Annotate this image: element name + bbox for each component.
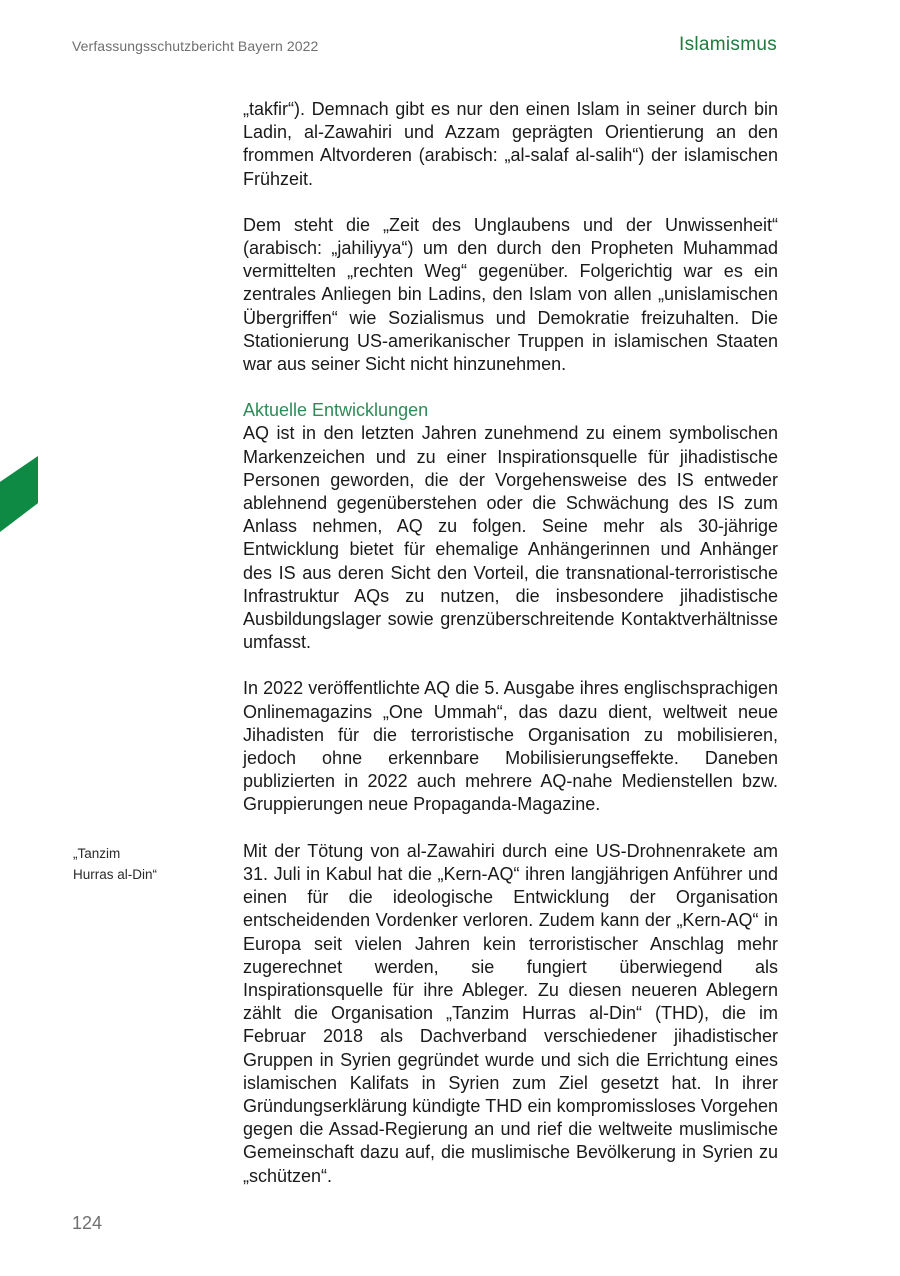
paragraph-2: Dem steht die „Zeit des Unglaubens und der Unwissenheit“ (arabisch: „jahiliyya“) um den durch den Propheten Muhammad vermittelten „rechten Weg“ gegenüber. Folgerichtig war es ein zentrales Anliegen bin Ladins, den Islam von allen „unislamischen Übergriffen“ wie Sozialismus und Demokratie freizuhalten. Die Stationierung US-amerikanischer Truppen in islamischen Staaten war aus seiner Sicht nicht hinzunehmen. (243, 214, 778, 375)
margin-note-line-1: „Tanzim (73, 846, 121, 861)
margin-note (73, 843, 223, 885)
running-header-publication: Verfassungsschutzbericht Bayern 2022 (72, 38, 319, 54)
section-heading: Aktuelle Entwicklungen (243, 400, 429, 421)
paragraph-1: „takfir“). Demnach gibt es nur den einen Islam in seiner durch bin Ladin, al-Zawahiri und Azzam geprägten Orientierung an den frommen Altvorderen (arabisch: „al-salaf al-salih“) der islamischen Frühzeit. (243, 99, 778, 189)
main-text-column (243, 98, 778, 1211)
page-number: 124 (72, 1213, 103, 1233)
paragraph-3: AQ ist in den letzten Jahren zunehmend zu einem symbolischen Markenzeichen und zu einer Inspirationsquelle für jihadistische Personen geworden, die der Vorgehensweise des IS entweder ablehnend gegenüberstehen oder die Schwächung des IS zum Anlass nehmen, AQ zu folgen. Seine mehr als 30-jährige Entwicklung bietet für ehemalige Anhängerinnen und Anhänger des IS aus deren Sicht den Vorteil, die transnational-terroristische Infrastruktur AQs zu nutzen, die insbesondere jihadistische Ausbildungslager sowie grenzüberschreitende Kontaktverhältnisse umfasst. (243, 423, 778, 653)
paragraph-5: Mit der Tötung von al-Zawahiri durch eine US-Drohnenrakete am 31. Juli in Kabul hat die „Kern-AQ“ ihren langjährigen Anführer und einen für die ideologische Entwicklung der Organisation entscheidenden Vordenker verloren. Zudem kann der „Kern-AQ“ in Europa seit vielen Jahren kein terroristischer Anschlag mehr zugerechnet werden, sie fungiert überwiegend als Inspirationsquelle für ihre Ableger. Zu diesen neueren Ablegern zählt die Organisation „Tanzim Hurras al-Din“ (THD), die im Februar 2018 als Dachverband verschiedener jihadistischer Gruppen in Syrien gegründet wurde und sich die Errichtung eines islamischen Kalifats in Syrien zum Ziel gesetzt hat. In ihrer Gründungserklärung kündigte THD ein kompromissloses Vorgehen gegen die Assad-Regierung an und rief die weltweite muslimische Gemeinschaft dazu auf, die muslimische Bevölkerung in Syrien zu „schützen“. (243, 840, 778, 1186)
margin-note-line-2: Hurras al-Din“ (73, 867, 158, 882)
running-header-section: Islamismus (678, 34, 777, 55)
paragraph-4: In 2022 veröffentlichte AQ die 5. Ausgabe ihres englischsprachigen Onlinemagazins „One Ummah“, das dazu dient, weltweit neue Jihadisten für die terroristische Organisation zu mobilisieren, jedoch ohne erkennbare Mobilisierungseffekte. Daneben publizierten in 2022 auch mehrere AQ-nahe Medienstellen bzw. Gruppierungen neue Propaganda-Magazine. (243, 678, 778, 815)
chapter-edge-tab (0, 456, 38, 532)
